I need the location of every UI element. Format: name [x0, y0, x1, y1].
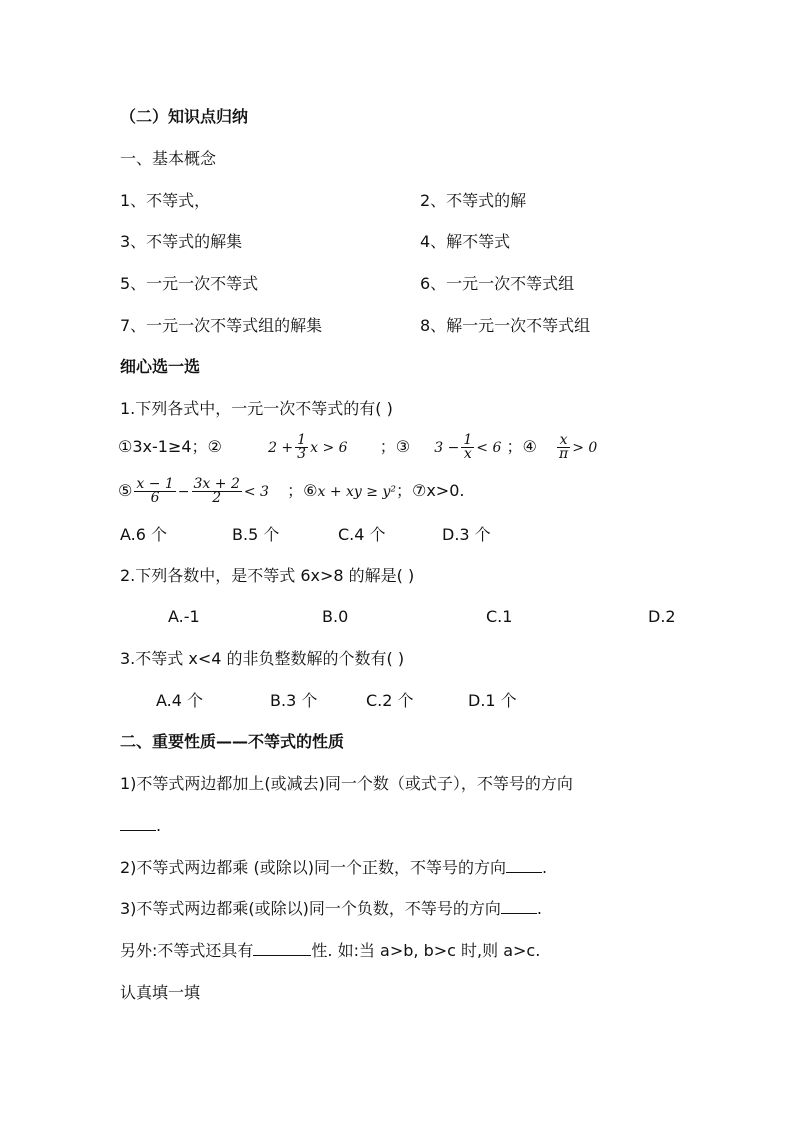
concept-item-8: 8、解一元一次不等式组	[420, 316, 591, 335]
q1-option-b: B.5 个	[232, 525, 280, 544]
q2-stem: 2.下列各数中，是不等式 6x>8 的解是( )	[120, 566, 415, 585]
q1-choice-3-label: ；③	[379, 437, 411, 456]
expr-5-num-1: x − 1	[136, 476, 174, 492]
q1-option-a: A.6 个	[120, 525, 168, 544]
concept-item-4: 4、解不等式	[420, 232, 511, 251]
expr-4-fraction	[557, 434, 570, 461]
expr-5-minus: −	[177, 484, 190, 500]
concept-item-6: 6、一元一次不等式组	[420, 274, 575, 293]
expr-2-right: x > 6	[310, 440, 348, 456]
property-extra-blank[interactable]	[253, 941, 311, 956]
fill-in-heading: 认真填一填	[120, 983, 201, 1002]
q1-expr-row-1	[118, 430, 597, 464]
q1-choice-4-label: ；④	[506, 437, 537, 456]
q3-option-c: C.2 个	[366, 691, 414, 710]
expr-6: x + xy ≥ y²	[317, 484, 396, 500]
expr-5-den-2: 2	[212, 490, 222, 506]
q2-option-d: D.2	[648, 607, 676, 626]
concept-item-2: 2、不等式的解	[420, 191, 527, 210]
property-2	[120, 857, 547, 879]
property-1: 1)不等式两边都加上(或减去)同一个数（或式子），不等号的方向	[120, 774, 573, 793]
properties-heading: 二、重要性质——不等式的性质	[120, 732, 345, 751]
property-extra	[120, 940, 540, 962]
expr-3-num: 1	[463, 432, 473, 448]
expr-5-den-1: 6	[150, 490, 160, 506]
expr-5-right: < 3	[243, 484, 269, 500]
expr-2-fraction	[295, 434, 308, 461]
expr-4-num: x	[557, 434, 570, 448]
section-title: （二）知识点归纳	[120, 107, 249, 126]
concept-item-7: 7、一元一次不等式组的解集	[120, 316, 323, 335]
expr-2-den: 3	[297, 446, 307, 462]
property-2-blank[interactable]	[506, 858, 542, 873]
q3-option-d: D.1 个	[468, 691, 517, 710]
expr-5-fraction-1	[134, 478, 175, 505]
expr-4-den: π	[559, 446, 569, 462]
property-3-end: .	[536, 899, 543, 918]
q1-choice-1-2-label: ①3x-1≥4；②	[118, 437, 222, 456]
concept-item-3: 3、不等式的解集	[120, 232, 243, 251]
expr-5-fraction-2	[192, 478, 242, 505]
expr-4-right: > 0	[572, 440, 598, 456]
basic-concepts-heading: 一、基本概念	[120, 149, 217, 168]
expr-3-fraction	[461, 434, 474, 461]
q1-option-c: C.4 个	[338, 525, 386, 544]
q2-option-b: B.0	[322, 607, 349, 626]
expr-2-left: 2 +	[268, 440, 294, 456]
q3-option-a: A.4 个	[156, 691, 204, 710]
property-3-blank[interactable]	[501, 899, 537, 914]
property-extra-text-b: 性. 如:当 a>b, b>c 时,则 a>c.	[311, 941, 541, 960]
q3-stem: 3.不等式 x<4 的非负整数解的个数有( )	[120, 649, 405, 668]
property-3-text: 3)不等式两边都乘(或除以)同一个负数，不等号的方向	[120, 899, 501, 918]
expr-2-num: 1	[297, 432, 307, 448]
q2-option-c: C.1	[486, 607, 513, 626]
property-1-end: .	[156, 816, 162, 835]
careful-choose-heading: 细心选一选	[120, 357, 201, 376]
property-1-blank[interactable]	[120, 816, 156, 831]
property-1-answer	[120, 815, 161, 837]
q1-choice-5-label: ⑤	[118, 481, 133, 500]
q1-choice-6-label: ；⑥	[287, 481, 318, 500]
expr-5-num-2: 3x + 2	[193, 476, 240, 492]
expr-3-right: < 6	[476, 440, 502, 456]
q1-choice-7: ；⑦x>0.	[395, 481, 465, 500]
property-3	[120, 898, 542, 920]
property-2-text: 2)不等式两边都乘 (或除以)同一个正数，不等号的方向	[120, 858, 506, 877]
q1-option-d: D.3 个	[442, 525, 491, 544]
concept-item-1: 1、不等式，	[120, 191, 211, 210]
q3-option-b: B.3 个	[270, 691, 318, 710]
expr-3-den: x	[463, 446, 472, 462]
property-2-end: .	[542, 858, 548, 877]
q2-option-a: A.-1	[168, 607, 200, 626]
q1-expr-row-2	[118, 474, 464, 508]
q1-stem: 1.下列各式中，一元一次不等式的有( )	[120, 399, 393, 418]
property-extra-text-a: 另外:不等式还具有	[120, 941, 254, 960]
expr-3-left: 3 −	[434, 440, 460, 456]
concept-item-5: 5、一元一次不等式	[120, 274, 259, 293]
